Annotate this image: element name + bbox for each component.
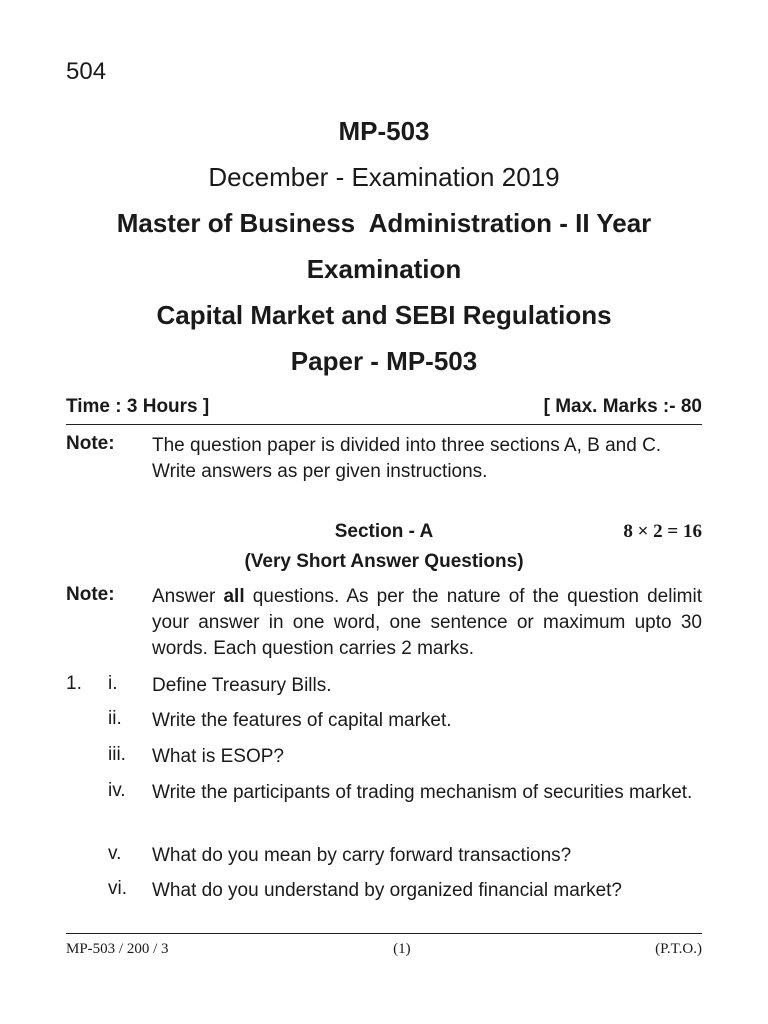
exam-title: December - Examination 2019	[208, 162, 560, 192]
section-note-label: Note:	[66, 584, 115, 605]
section-note-text	[152, 584, 702, 662]
question-text: Write the features of capital market.	[152, 710, 452, 731]
footer-code: MP-503 / 200 / 3	[66, 941, 169, 957]
question-roman: iv.	[108, 780, 126, 801]
question-text: Write the participants of trading mechanism of securities market.	[152, 782, 693, 803]
time-label: Time : 3 Hours ]	[66, 396, 210, 417]
general-note-label: Note:	[66, 433, 115, 454]
degree-title-cont: Examination	[306, 254, 462, 284]
section-a-marks: 8 × 2 = 16	[623, 521, 702, 542]
section-note-bold: all	[223, 586, 245, 607]
paper-title: Paper - MP-503	[290, 346, 478, 376]
section-note-post: questions. As per the nature of the question delimit your answer in one word, one sentence or maximum upto 30 words. Each question carries 2 marks.	[152, 586, 702, 659]
question-text: What is ESOP?	[152, 746, 284, 767]
meta-row	[66, 396, 702, 418]
question-text: What do you mean by carry forward transactions?	[152, 845, 572, 866]
max-marks-label: [ Max. Marks :- 80	[543, 396, 702, 417]
question-number: 1.	[66, 673, 82, 694]
page-footer	[66, 941, 702, 958]
general-note-text	[152, 433, 702, 485]
section-a-title: Section - A	[334, 521, 434, 542]
footer-divider	[66, 933, 702, 934]
question-roman: iii.	[108, 744, 126, 765]
question-roman: v.	[108, 843, 122, 864]
page-number: 504	[66, 58, 107, 85]
header-divider	[66, 424, 702, 425]
question-text: What do you understand by organized financial market?	[152, 880, 622, 901]
footer-pto: (P.T.O.)	[655, 941, 702, 957]
subject-title: Capital Market and SEBI Regulations	[156, 300, 612, 330]
section-note-pre: Answer	[152, 586, 224, 607]
paper-code: MP-503	[338, 116, 430, 146]
general-note-line-2: Write answers as per given instructions.	[152, 461, 488, 482]
question-text: Define Treasury Bills.	[152, 675, 332, 696]
question-roman: i.	[108, 673, 118, 694]
footer-page: (1)	[393, 941, 411, 957]
question-roman: ii.	[108, 708, 122, 729]
general-note-line-1: The question paper is divided into three sections A, B and C.	[152, 435, 662, 456]
degree-title: Master of Business Administration - II Year	[116, 208, 652, 238]
section-a-subtitle: (Very Short Answer Questions)	[244, 551, 524, 572]
question-roman: vi.	[108, 878, 127, 899]
